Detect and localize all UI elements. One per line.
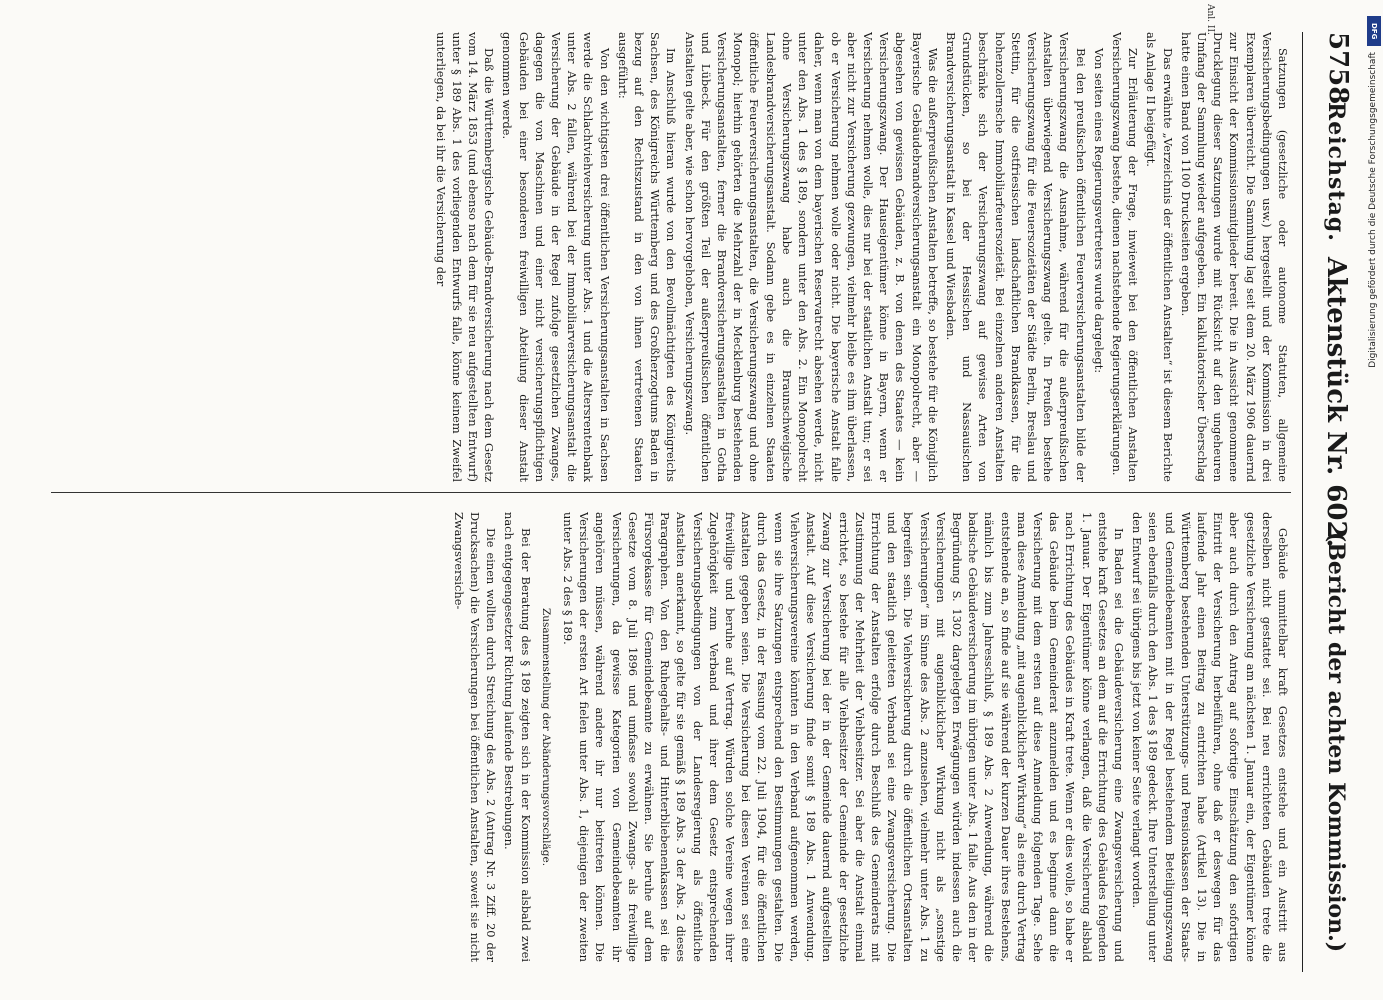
subheading: Zusammenstellung der Abänderungsvorschläge.: [539, 607, 552, 867]
paragraph: Was die außerpreußischen Anstalten betreffe, so bestehe für die Königlich Bayerische Gebäudebrandversicherungsanstalt ein Monopolrecht, aber — abgesehen von gewissen Gebäuden, z. B. von denen des Staates — kein Versicherungszwang. Der Hauseigentümer könne in Bayern, wenn er Versicherung nehmen wolle, dies nur bei der staatlichen Anstalt tun; er sei aber nicht zur Versicherung gezwungen, vielmehr bleibe es ihm überlassen, ob er Versicherung nehmen wolle oder nicht. Die bayerische Anstalt falle daher, wenn man von dem bayerischen Reservatrecht absehen werde, nicht unter den Abs. 1 des § 189, sondern unter den Abs. 2. Ein Monopolrecht ohne Versicherungszwang habe auch die Braunschweigische Landesbrandversicherungsanstalt. Sodann gebe es in einzelnen Staaten öffentliche Feuerversicherungsanstalten, die Versicherungszwang und ohne Monopol; hierhin gehörten die Mehrzahl der in Mecklenburg bestehenden Versicherungsanstalten, ferner die Brandversicherungsanstalten in Gotha und Lübeck. Für den größten Teil der außerpreußischen öffentlichen Anstalten gelte aber, wie schon hervorgehoben, Versicherungszwang.: [682, 32, 940, 482]
paragraph: Die einen wollten durch Streichung des Abs. 2 (Antrag Nr. 3 Ziff. 20 der Drucksachen) die Versicherungen bei öffentlichen Anstalten, soweit sie nicht Zwangsversiche-: [451, 512, 499, 962]
credit-text: Digitalisierung gefördert durch die Deutsche Forschungsgemeinschaft: [1368, 52, 1378, 368]
document-number: Aktenstück Nr. 602.: [1321, 257, 1351, 548]
paragraph: Das erwähnte „Verzeichnis der öffentlichen Anstalten“ ist diesem Berichte als Anlage II beigefügt.: [1144, 32, 1175, 482]
paragraph: Bei den preußischen öffentlichen Feuerversicherungsanstalten bilde der Versicherungszwang die Ausnahme, während für die außerpreußischen Anstalten überwiegend Versicherungszwang gelte. In Preußen bestehe Versicherungszwang für die Feuersozietäten der Städte Berlin, Breslau und Stettin, für die ostfriesischen landschaftlichen Brandkassen, für die hohenzollernsche Immobiliarfeuersozietät. Bei einzelnen anderen Anstalten beschränke sich der Versicherungszwang auf gewisse Arten von Grundstücken, so bei der Hessischen und Nassauischen Brandversicherungsanstalt in Kassel und Wiesbaden.: [943, 32, 1088, 482]
paragraph: Im Anschluß hieran wurde von den Bevollmächtigten des Königreichs Sachsen, des Königreichs Württemberg und des Großherzogtums Baden in bezug auf den Rechtszustand in den von ihnen vertretenen Staaten ausgeführt:: [615, 32, 679, 482]
column-divider: [51, 492, 1291, 493]
paragraph: Daß die Württembergische Gebäude-Brandversicherung nach dem Gesetz vom 14. März 1853 (und ebenso nach dem für sie neu aufgestellten Entwurf) unter § 189 Abs. 1 des vorliegenden Entwurfs falle, könne keinem Zweifel unterliegen, da bei ihr die Versicherung der: [433, 32, 497, 482]
paragraph: Von den wichtigsten drei öffentlichen Versicherungsanstalten in Sachsen werde die Schlachtviehversicherung unter Abs. 1 und die Altersrentenbank unter Abs. 2 fallen, während bei der Immobiliarversicherungsanstalt die Versicherung der Gebäude in der Regel zufolge gesetzlichen Zwanges, dagegen die von Maschinen und einer nicht versicherungspflichtigen Gebäuden bei einer besonderen freiwilligen Abteilung dieser Anstalt genommen werde.: [500, 32, 612, 482]
paragraph: Zur Erläuterung der Frage, inwieweit bei den öffentlichen Anstalten Versicherungszwang bestehe, dienen nachstehende Regierungserklärungen.: [1109, 32, 1141, 482]
paragraph: In Baden sei die Gebäudeversicherung eine Zwangsversicherung und entstehe kraft Gesetzes an dem auf die Errichtung des Gebäudes folgenden 1. Januar. Der Eigentümer könne verlangen, daß die Versicherung alsbald nach Errichtung des Gebäudes in Kraft trete. Wenn er dies wolle, so habe er das Gebäude beim Gemeinderat anzumelden und es beginne dann die Versicherung mit dem ersten auf diese Anmeldung folgenden Tage. Sehe man diese Anmeldung „mit augenblicklicher Wirkung“ als eine durch Vertrag entstehende an, so finde auf sie während der kurzen Dauer ihres Bestehens, nämlich bis zum Jahresschluß, § 189 Abs. 2 Anwendung, während die badische Gebäudeversicherung im übrigen unter Abs. 1 falle. Aus den in der Begründung S. 1302 dargelegten Erwägungen würden indessen auch die Versicherungen mit augenblicklicher Wirkung nicht als „sonstige Versicherungen“ im Sinne des Abs. 2 anzusehen, vielmehr unter Abs. 1 zu begreifen sein. Die Viehversicherung durch die öffentlichen Ortsanstalten und den staatlich geleiteten Verband sei eine Zwangsversicherung. Die Errichtung der Anstalten erfolge durch Beschluß des Gemeinderats mit Zustimmung der Mehrheit der Viehbesitzer. Sei aber die Anstalt einmal errichtet, so bestehe für alle Viehbesitzer der Gemeinde der gesetzliche Zwang zur Versicherung bei der in der Gemeinde dauernd aufgestellten Anstalt. Auf diese Versicherung finde somit § 189 Abs. 1 Anwendung. Viehversicherungsvereine könnten in den Verband aufgenommen werden, wenn sie ihre Satzungen entsprechend den Bestimmungen gestalten. Die durch das Gesetz, in der Fassung vom 22. Juli 1904, für die öffentlichen Anstalten gegeben seien. Die Versicherung bei diesen Vereinen sei eine freiwillige und beruhe auf Vertrag. Würden solche Vereine wegen ihrer Zugehörigkeit zum Verband und ihrer dem Gesetz entsprechenden Versicherungsbedingungen von der Landesregierung als öffentliche Anstalten anerkannt, so gelte für sie gemäß § 189 Abs. 3 der Abs. 2 dieses Paragraphen. Von den Ruhegehalts- und Hinterbliebenenkassen sei die Fürsorgekasse für Gemeindebeamte zu erwähnen. Sie beruhe auf dem Gesetze vom 8. Juli 1896 und umfasse sowohl Zwangs- als freiwillige Versicherungen, da gewisse Kategorien von Gemeindebeamten ihr angehören müssen, während andere ihr nur beitreten können. Die Versicherungen der ersten Art fielen unter Abs. 1, diejenigen der zweiten unter Abs. 2 des § 189.: [561, 512, 1126, 962]
paragraph: Gebäude unmittelbar kraft Gesetzes entstehe und ein Austritt aus derselben nicht gestattet sei. Bei neu errichteten Gebäuden trete die gesetzliche Versicherung am nächsten 1. Januar ein, der Eigentümer könne aber auch durch den Antrag auf sofortige Einschätzung den sofortigen Eintritt der Versicherung herbeiführen, ohne daß er deswegen für das laufende Jahr einen Beitrag zu entrichten habe (Artikel 13). Die in Württemberg bestehenden Unterstützungs- und Pensionskassen der Staats- und Gemeindebeamten mit in der Regel bestehendem Beteiligungszwang seien ebenfalls durch den Abs. 1 des § 189 gedeckt. Ihre Unterstellung unter den Entwurf sei übrigens bis jetzt von keiner Seite verlangt worden.: [1130, 512, 1290, 962]
header-right-title: (Bericht der achten Kommission.): [1323, 531, 1349, 953]
paragraph: Bei der Beratung des § 189 zeigten sich in der Kommission alsbald zwei nach entgegengesetzter Richtung laufende Bestrebungen.: [502, 512, 533, 962]
margin-note: Anl. II.: [1205, 4, 1215, 35]
dfg-logo: DFG: [1367, 16, 1381, 46]
page-number: 5758: [1323, 32, 1353, 105]
paragraph: Von seiten eines Regierungsvertreters wurde dargelegt:: [1091, 48, 1106, 374]
header-left-title: Reichstag.: [1323, 102, 1349, 242]
left-column: [41, 32, 1291, 482]
right-column: [41, 512, 1291, 962]
paragraph: Satzungen (gesetzliche oder autonome Statuten, allgemeine Versicherungsbedingungen usw.) hergestellt und der Kommission in drei Exemplaren überreicht. Die Sammlung lag seit dem 20. März 1906 dauernd zur Einsicht der Kommissionsmitglieder bereit. Die in Aussicht genommene Drucklegung dieser Satzungen wurde mit Rücksicht auf den ungeheuren Umfang der Sammlung wieder aufgegeben. Ein kalkulatorischer Überschlag hatte einen Band von 1100 Druckseiten ergeben.: [1178, 32, 1290, 482]
digitization-credit: [1366, 16, 1382, 984]
page-header: [1302, 32, 1373, 972]
